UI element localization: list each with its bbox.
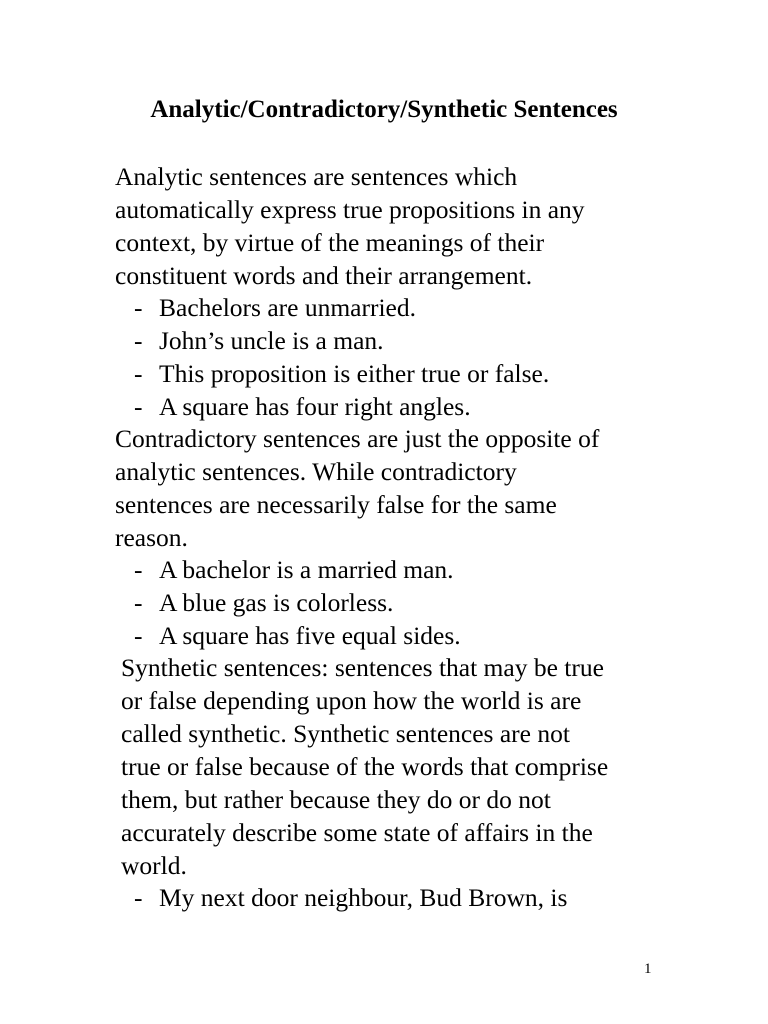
contradictory-example-text: A blue gas is colorless. bbox=[159, 588, 394, 617]
analytic-line-4: constituent words and their arrangement. bbox=[115, 261, 533, 290]
synthetic-line-3: called synthetic. Synthetic sentences are not bbox=[121, 719, 570, 748]
contradictory-example-text: A bachelor is a married man. bbox=[159, 555, 454, 584]
synthetic-line-5: them, but rather because they do or do not bbox=[121, 785, 551, 814]
synthetic-line-6: accurately describe some state of affairs in the bbox=[121, 818, 593, 847]
analytic-line-1: Analytic sentences are sentences which bbox=[115, 162, 518, 191]
bullet-dash: - bbox=[134, 555, 143, 584]
contradictory-line-2: analytic sentences. While contradictory bbox=[115, 457, 517, 486]
synthetic-line-4: true or false because of the words that comprise bbox=[121, 752, 609, 781]
page-number: 1 bbox=[644, 961, 652, 977]
page-title: Analytic/Contradictory/Synthetic Sentences bbox=[150, 96, 618, 123]
contradictory-line-1: Contradictory sentences are just the opposite of bbox=[115, 424, 600, 453]
bullet-dash: - bbox=[134, 359, 143, 388]
bullet-dash: - bbox=[134, 883, 143, 912]
bullet-dash: - bbox=[134, 293, 143, 322]
bullet-dash: - bbox=[134, 326, 143, 355]
contradictory-line-4: reason. bbox=[115, 523, 188, 552]
analytic-line-2: automatically express true propositions in any bbox=[115, 195, 585, 224]
synthetic-line-1: Synthetic sentences: sentences that may be true bbox=[121, 653, 604, 682]
analytic-example-text: A square has four right angles. bbox=[159, 392, 471, 421]
analytic-example-text: Bachelors are unmarried. bbox=[159, 293, 417, 322]
analytic-example-text: This proposition is either true or false. bbox=[159, 359, 550, 388]
contradictory-example-text: A square has five equal sides. bbox=[159, 621, 461, 650]
synthetic-line-2: or false depending upon how the world is are bbox=[121, 686, 582, 715]
bullet-dash: - bbox=[134, 621, 143, 650]
synthetic-example-text: My next door neighbour, Bud Brown, is bbox=[159, 883, 568, 912]
contradictory-line-3: sentences are necessarily false for the same bbox=[115, 490, 557, 519]
analytic-example-text: John’s uncle is a man. bbox=[159, 326, 384, 355]
bullet-dash: - bbox=[134, 588, 143, 617]
analytic-line-3: context, by virtue of the meanings of their bbox=[115, 228, 545, 257]
bullet-dash: - bbox=[134, 392, 143, 421]
synthetic-line-7: world. bbox=[121, 851, 187, 880]
